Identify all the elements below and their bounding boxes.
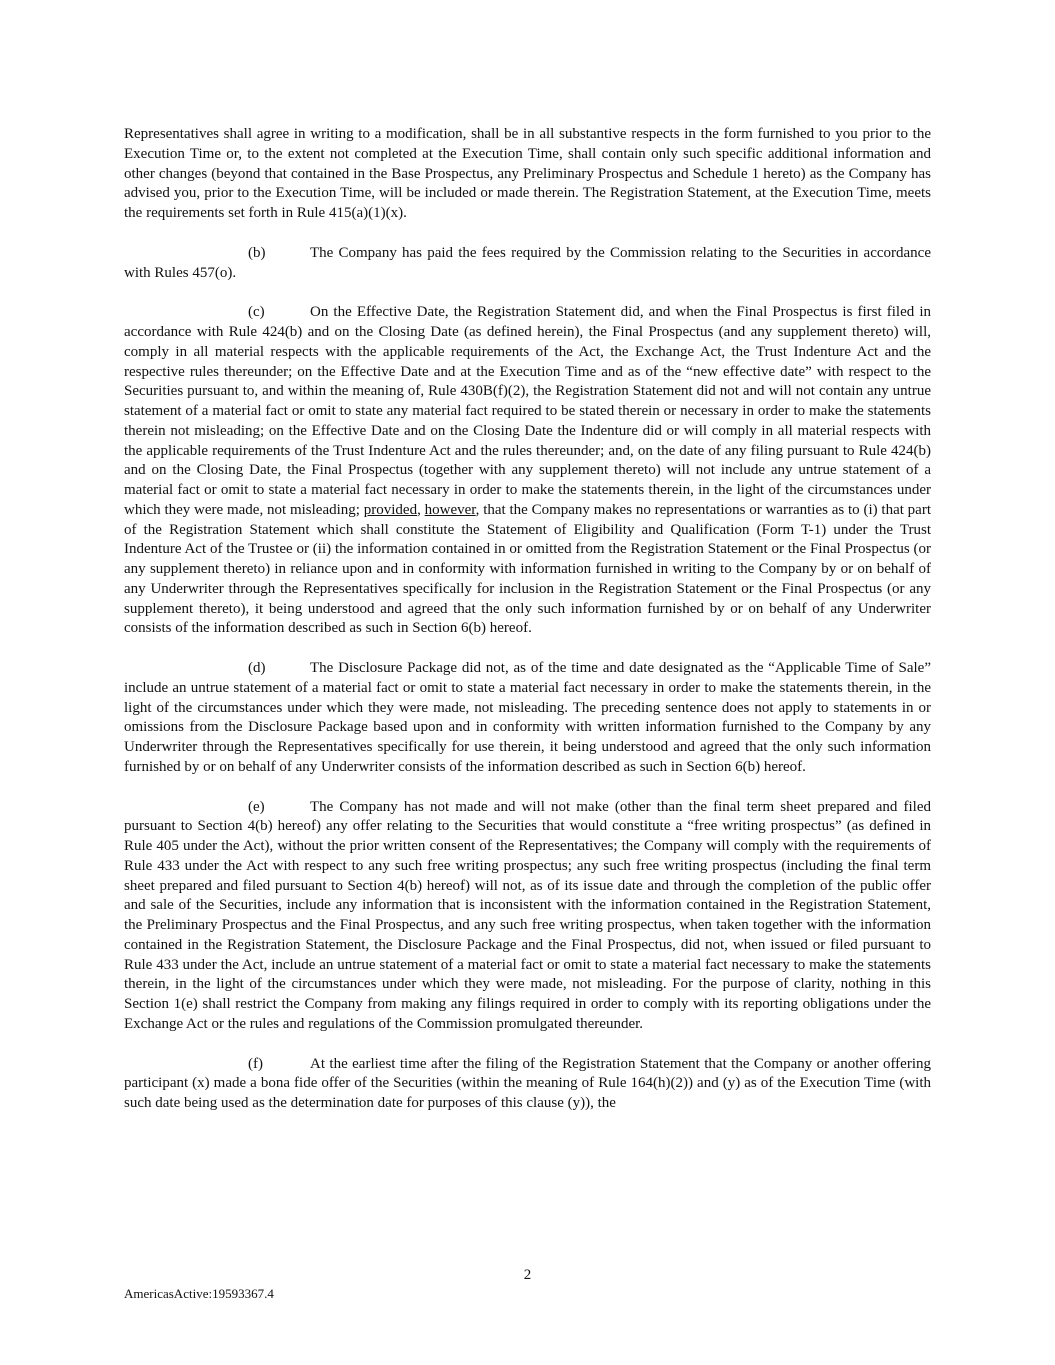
section-e-number: (e) — [248, 798, 265, 815]
section-f-paragraph — [124, 1055, 931, 1114]
however-term: however — [424, 501, 476, 518]
section-d-text: The Disclosure Package did not, as of the time and date designated as the “Applicable Time of Sale” include an untrue statement of a material fact or omit to state a material fact necessary in order to make the statements therein, in the light of the circumstances under which they were made, not misleading. The preceding sentence does not apply to statements in or omissions from the Disclosure Package based upon and in conformity with written information furnished to the Company by any Underwriter through the Representatives specifically for use therein, it being understood and agreed that the only such information furnished by or on behalf of any Underwriter consists of the information described as such in Section 6(b) hereof. — [124, 660, 931, 775]
intro-paragraph — [124, 125, 931, 224]
section-c-text-after: , that the Company makes no representations or warranties as to (i) that part of the Registration Statement which shall constitute the Statement of Eligibility and Qualification (Form T-1) under the Trust Indenture Act of the Trustee or (ii) the information contained in or omitted from the Registration Statement or the Final Prospectus (or any supplement thereto) in reliance upon and in conformity with information furnished in writing to the Company by or on behalf of any Underwriter through the Representatives specifically for inclusion in the Registration Statement or the Final Prospectus (or any supplement thereto), it being understood and agreed that the only such information furnished by or on behalf of any Underwriter consists of the information described as such in Section 6(b) hereof. — [124, 501, 932, 637]
section-d-number: (d) — [248, 660, 266, 676]
section-b-text: The Company has paid the fees required by the Commission relating to the Securities in accordance with Rules 457(o). — [124, 244, 931, 281]
page-number: 2 — [523, 1267, 532, 1283]
provided-term: provided — [363, 501, 418, 518]
section-b-number: (b) — [248, 244, 266, 261]
section-c-paragraph: (c) On the Effective Date, the Registration Statement did, and when the Final Prospectus is first filed in accordance with Rule 424(b) and on the Closing Date (as defined herein), the Final Prospectus (and any supplement thereto) will, comply in all material respects with the applicable requirements of the Act, the Exchange Act, the Trust Indenture Act and the respective rules thereunder; on the Effective Date and at the Execution Time and as of the “new effective date” with respect to the Securities pursuant to, and within the meaning of, Rule 430B(f)(2), the Registration Statement did not and will not contain any untrue statement of a material fact or omit to state any material fact required to be stated therein or necessary in order to make the statements therein not misleading; on the Effective Date and on the Closing Date the Indenture did or will comply in all material respects with the applicable requirements of the Trust Indenture Act and the rules thereunder; and, on the date of any filing pursuant to Rule 424(b) and on the Closing Date, the Final Prospectus (together with any supplement thereto) will not include any untrue statement of a material fact or omit to state a material fact necessary in order to make the statements therein, in the light of the circumstances under which they were made, not misleading; provided, however, that the Company makes no representations or warranties as to (i) that part of the Registration Statement which shall constitute the Statement of Eligibility and Qualification (Form T-1) under the Trust Indenture Act of the Trustee or (ii) the information contained in or omitted from the Registration Statement or the Final Prospectus (or any supplement thereto) in reliance upon and in conformity with information furnished in writing to the Company by or on behalf of any Underwriter through the Representatives specifically for inclusion in the Registration Statement or the Final Prospectus (or any supplement thereto), it being understood and agreed that the only such information furnished by or on behalf of any Underwriter consists of the information described as such in Section 6(b) hereof. — [124, 304, 932, 637]
document-body — [124, 125, 931, 1114]
section-b-paragraph — [124, 244, 931, 284]
section-e-paragraph — [124, 798, 931, 1035]
section-e-text: The Company has not made and will not make (other than the final term sheet prepared and filed pursuant to Section 4(b) hereof) any offer relating to the Securities that would constitute a “free writing prospectus” (as defined in Rule 405 under the Act), without the prior written consent of the Representatives; the Company will comply with the requirements of Rule 433 under the Act with respect to any such free writing prospectus; any such free writing prospectus (including the final term sheet prepared and filed pursuant to Section 4(b) hereof) will not, as of its issue date and through the completion of the public offer and sale of the Securities, include any information that is inconsistent with the information contained in the Registration Statement, the Preliminary Prospectus and the Final Prospectus, and any such free writing prospectus, when taken together with the information contained in the Registration Statement, the Disclosure Package and the Final Prospectus, did not, when issued or filed pursuant to Rule 433 under the Act, include an untrue statement of a material fact or omit to state a material fact necessary to make the statements therein, in the light of the circumstances under which they were made, not misleading. For the purpose of clarity, nothing in this Section 1(e) shall restrict the Company from making any filings required in order to comply with its reporting obligations under the Exchange Act or the rules and regulations of the Commission promulgated thereunder. — [124, 798, 931, 1032]
intro-text: Representatives shall agree in writing to a modification, shall be in all substantive respects in the form furnished to you prior to the Execution Time or, to the extent not completed at the Execution Time, shall contain only such specific additional information and other changes (beyond that contained in the Base Prospectus, any Preliminary Prospectus and Schedule 1 hereto) as the Company has advised you, prior to the Execution Time, will be included or made therein. The Registration Statement, at the Execution Time, meets the requirements set forth in Rule 415(a)(1)(x). — [124, 126, 931, 221]
section-f-text: At the earliest time after the filing of the Registration Statement that the Company or another offering participant (x) made a bona fide offer of the Securities (within the meaning of Rule 164(h)(2)) and (y) as of the Execution Time (with such date being used as the determination date for purposes of this clause (y)), the — [124, 1055, 931, 1111]
document-id: AmericasActive:19593367.4 — [124, 1286, 274, 1301]
section-f-number: (f) — [248, 1055, 263, 1072]
section-d-paragraph — [124, 659, 931, 778]
section-c-number: (c) — [248, 304, 265, 321]
section-c-text-before: On the Effective Date, the Registration Statement did, and when the Final Prospectus is first filed in accordance with Rule 424(b) and on the Closing Date (as defined herein), the Final Prospectus (and any supplement thereto) will, comply in all material respects with the applicable requirements of the Act, the Exchange Act, the Trust Indenture Act and the respective rules thereunder; on the Effective Date and at the Execution Time and as of the “new effective date” with respect to the Securities pursuant to, and within the meaning of, Rule 430B(f)(2), the Registration Statement did not and will not contain any untrue statement of a material fact or omit to state any material fact required to be stated therein or necessary in order to make the statements therein not misleading; on the Effective Date and on the Closing Date the Indenture did or will comply in all material respects with the applicable requirements of the Trust Indenture Act and the rules thereunder; and, on the date of any filing pursuant to Rule 424(b) and on the Closing Date, the Final Prospectus (together with any supplement thereto) will not include any untrue statement of a material fact or omit to state a material fact necessary in order to make the statements therein, in the light of the circumstances under which they were made, not misleading; — [124, 304, 931, 518]
